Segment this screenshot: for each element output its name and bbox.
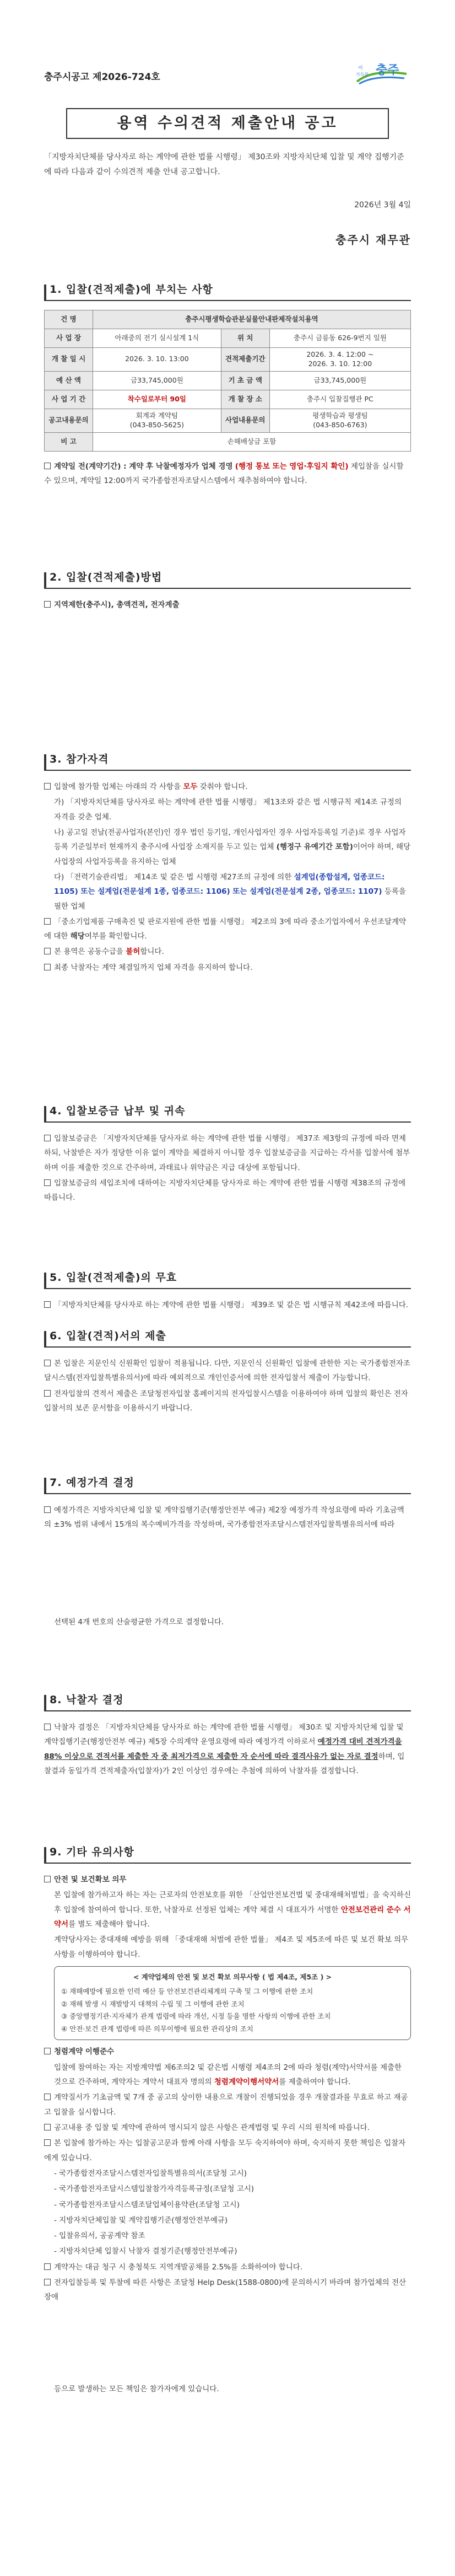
section-8-heading: 8. 낙찰자 결정: [44, 1693, 411, 1711]
section-6-heading: 6. 입찰(견적)서의 제출: [44, 1329, 411, 1348]
safety-duty-item: ② 재해 발생 시 재발방지 대책의 수립 및 그 이행에 관한 조치: [61, 1999, 245, 2008]
safety-duty-item: ① 재해예방에 필요한 인력 예산 등 안전보건관리체계의 구축 및 그 이행에 관한 조치: [61, 1987, 313, 1996]
section-4-body: 입찰보증금은 「지방자치단체를 당사자로 하는 계약에 관한 법률 시행령」 제37조 제3항의 규정에 따라 면제하되, 낙찰받은 자가 정당한 이유 없이 계약을 체결하지 아니할 경우 입찰보증금을 지급하는 각서를 입찰서에 첨부하며 이를 제출한 것으로 간주하며, 과태료나 위약금은 지급 대상에 포함됩니다. 입찰보증금의 세입조치에 대하여는 지방자치단체를 당사자로 하는 계약에 관한 법률 시행령 제38조의 규정에 따릅니다.: [44, 1134, 410, 1203]
svg-text:가득한: 가득한: [356, 72, 369, 77]
checkbox-icon: [44, 964, 51, 970]
checkbox-icon: [44, 2048, 51, 2054]
section-6-body: 본 입찰은 지문인식 신원확인 입찰이 적용됩니다. 다만, 지문인식 신원확인 입찰에 관한한 지는 국가종합전자조달시스템(전자입찰특별유의서)에 따라 예외적으로 개인인증서에 의한 전자입찰서 제출이 가능합니다. 전자입찰의 견적서 제출은 조달청전자입찰 홈페이지의 전자입찰시스템을 이용하여야 하며 입찰의 확인은 전자입찰서의 보존 문서함을 이용하시기 바랍니다.: [44, 1359, 410, 1413]
chungju-logo-icon: [351, 57, 411, 90]
section-1-heading: 1. 입찰(견적제출)에 부치는 사항: [44, 282, 411, 301]
reference-item: - 국가종합전자조달시스템조달업체이용약관(조달청 고시): [54, 2200, 240, 2209]
checkbox-icon: [44, 1179, 51, 1186]
reference-item: - 국가종합전자조달시스템전자입찰특별유의서(조달청 고시): [54, 2169, 247, 2178]
header: [44, 57, 411, 90]
safety-duty-box: < 계약업체의 안전 및 보건 확보 의무사항 ( 법 제4조, 제5조 ) > ① 재해예방에 필요한 인력 예산 등 안전보건관리체계의 구축 및 그 이행에 관한 조치 ② 재해 발생 시 재발방지 대책의 수립 및 그 이행에 관한 조치 ③ 중앙행정기관·지자체가 관계 법령에 따라 개선, 시정 등을 명한 사항의 이행에 관한 조치 ④ 안전·보건 관계 법령에 따른 의무이행에 필요한 관리상의 조치: [54, 1966, 411, 2041]
bid-info-table: 건 명 충주시평생학습관분실물안내판제작설치용역 사 업 장 아래중의 전기 실시설계 1식 위 치 충주시 금릉동 626-9번지 일원 개 찰 일 시 2026. 3. 10. 13:00 견적제출기간 2026. 3. 4. 12:00 ~ 2026. 3. 10. 12:00 예 산 액 금33,745,000원 기 초 금 액 금33,745,000원 사 업 기 간 착수일로부터 90일 개 찰 장 소 충주시 입찰집행관 PC 공고내용문의 회계과 계약팀 (043-850-5625) 사업내용문의 평생학습과 평생팀 (043-850-6763) 비 고 손해배상금 포함: [44, 310, 411, 452]
checkbox-icon: [44, 2139, 51, 2146]
section-3-heading: 3. 참가자격: [44, 752, 411, 771]
section-2-heading: 2. 입찰(견적제출)방법: [44, 570, 411, 589]
safety-duty-item: ③ 중앙행정기관·지자체가 관계 법령에 따라 개선, 시정 등을 명한 사항의 이행에 관한 조치: [61, 2012, 331, 2021]
reference-item: - 지방자치단체 입찰시 낙찰자 결정기준(행정안전부예규): [54, 2247, 237, 2256]
section-5-body: 「지방자치단체를 당사자로 하는 계약에 관한 법률 시행령」 제39조 및 같은 법 시행규칙 제42조에 따릅니다.: [44, 1298, 411, 1313]
section-5-heading: 5. 입찰(견적제출)의 무효: [44, 1270, 411, 1289]
section-1-note: 계약일 전(계약기간) : 계약 후 낙찰예정자가 업체 경영 (행정 통보 또는 영업·후일지 확인) 제입찰을 실시할 수 있으며, 계약일 12:00까지 국가종합전자조달시스템에서 재추첨하여야 합니다.: [44, 461, 404, 485]
reference-item: - 지방자치단체입찰 및 계약집행기준(행정안전부예규): [54, 2215, 228, 2225]
section-3-body: 입찰에 참가할 업체는 아래의 각 사항을 모두 갖춰야 합니다. 가) 「지방자치단체를 당사자로 하는 계약에 관한 법률 시행령」 제13조와 같은 법 시행규칙 제14조 규정의 자격을 갖춘 업체. 나) 공고일 전날(전공사업자(본인)인 경우 법인 등기일, 개인사업자인 경우 사업자등록일 기준)로 경우 사업자등록 기준일부터 현재까지 충주시에 사업장 소재지를 두고 있는 업체 (행정구 유예기간 포함)이어야 하며, 해당 사업장의 사업자등록을 유지하는 업체 다) 「전력기술관리법」 제14조 및 같은 법 시행령 제27조의 규정에 의한 설계업(종합설계, 업종코드: 1105) 또는 설계업(전문설계 1종, 업종코드: 1106) 또는 설계업(전문설계 2종, 업종코드: 1107) 등록을 필한 업체 「중소기업제품 구매촉진 및 판로지원에 관한 법률 시행령」 제2조의 3에 따라 중소기업자에서 우선조달계약에 대한 해당여부를 확인합니다. 본 용역은 공동수급을 불허합니다. 최종 낙찰자는 계약 체결일까지 업체 자격을 유지하여 합니다.: [44, 782, 411, 972]
reference-item: - 국가종합전자조달시스템입찰참가자격등록규정(조달청 고시): [54, 2185, 254, 2194]
section-9-heading: 9. 기타 유의사항: [44, 1845, 411, 1864]
checkbox-icon: [44, 601, 51, 608]
notice-number: 충주시공고 제2026-724호: [44, 72, 160, 83]
page-title: 용역 수의견적 제출안내 공고: [117, 115, 338, 132]
section-7-body: 예정가격은 지방자치단체 입찰 및 계약집행기준(행정안전부 예규) 제2장 예정가격 작성요령에 따라 기초금액의 ±3% 범위 내에서 15개의 복수예비가격을 작성하며, 국가종합전자조달시스템전자입찰특별유의서에 따라 선택된 4개 번호의 산술평균한 가격으로 결정합니다.: [44, 1506, 404, 1627]
checkbox-icon: [44, 1506, 51, 1513]
checkbox-icon: [44, 2094, 51, 2100]
checkbox-icon: [44, 1876, 51, 1882]
section-4-heading: 4. 입찰보증금 납부 및 귀속: [44, 1104, 411, 1123]
checkbox-icon: [44, 2279, 51, 2285]
checkbox-icon: [44, 948, 51, 954]
section-9-body: 안전 및 보건확보 의무 본 입찰에 참가하고자 하는 자는 근로자의 안전보호를 위한 「산업안전보건법 및 중대재해처벌법」을 숙지하신 후 입찰에 참여하여 합니다. 또한, 낙찰자로 선정된 업체는 계약 체결 시 대표자가 서명한 안전보건관리 준수 서약서를 별도 제출해야 합니다. 계약당사자는 중대재해 예방을 위해 「중대재해 처벌에 관한 법률」 제4조 및 제5조에 따른 및 보건 확보 의무사항을 이행하여야 합니다. < 계약업체의 안전 및 보건 확보 의무사항 ( 법 제4조, 제5조 ) > ① 재해예방에 필요한 인력 예산 등 안전보건관리체계의 구축 및 그 이행에 관한 조치 ② 재해 발생 시 재발방지 대책의 수립 및 그 이행에 관한 조치 ③ 중앙행정기관·지자체가 관계 법령에 따라 개선, 시정 등을 명한 사항의 이행에 관한 조치 ④ 안전·보건 관계 법령에 따른 의무이행에 필요한 관리상의 조치 청렴계약 이행준수 입찰에 참여하는 자는 지방계약법 제6조의2 및 같은법 시행령 제4조의 2에 따라 청렴(계약)서약서를 제출한 것으로 간주하며, 계약자는 계약서 대표자 명의의 청렴계약이행서약서를 제출하여야 합니다. 계약질서가 기초금액 및 7개 중 공고의 상이한 내용으로 개찰이 진행되었을 경우 개찰결과를 무효로 하고 재공고 입찰을 실시합니다. 공고내용 중 입찰 및 계약에 관하여 명시되지 않은 사항은 관계법령 및 우리 시의 원칙에 따릅니다. 본 입찰에 참가하는 자는 입찰공고문과 함께 아래 사항을 모두 숙지하여야 하며, 숙지하지 못한 책임은 입찰자에게 있습니다. - 국가종합전자조달시스템전자입찰특별유의서(조달청 고시) - 국가종합전자조달시스템입찰참가자격등록규정(조달청 고시) - 국가종합전자조달시스템조달업체이용약관(조달청 고시) - 지방자치단체입찰 및 계약집행기준(행정안전부예규) - 입찰유의서, 공공계약 참조 - 지방자치단체 입찰시 낙찰자 결정기준(행정안전부예규) 계약자는 대금 청구 시 충청북도 지역개발공채를 2.5%를 소화하여야 합니다. 전자입찰등록 및 투찰에 따른 사항은 조달청 Help Desk(1588-0800)에 문의하시기 바라며 참가업체의 전산장애 등으로 발생하는 모든 책임은 참가자에게 있습니다.: [44, 1872, 411, 2397]
checkbox-icon: [44, 2263, 51, 2270]
section-7-heading: 7. 예정가격 결정: [44, 1475, 411, 1494]
issuing-org: 충주시 재무관: [335, 233, 411, 246]
checkbox-icon: [44, 2124, 51, 2130]
checkbox-icon: [44, 1135, 51, 1141]
reference-item: - 입찰유의서, 공공계약 참조: [54, 2231, 145, 2241]
section-1-body: [44, 310, 411, 489]
closing-text: 등으로 발생하는 모든 책임은 참가자에게 있습니다.: [54, 2384, 219, 2393]
checkbox-icon: [44, 1360, 51, 1366]
checkbox-icon: [44, 1724, 51, 1730]
checkbox-icon: [44, 1301, 51, 1308]
safety-duty-item: ④ 안전·보건 관계 법령에 따른 의무이행에 필요한 관리상의 조치: [61, 2024, 253, 2033]
svg-text:충주: 충주: [376, 63, 399, 77]
checkbox-icon: [44, 1390, 51, 1397]
svg-text:이: 이: [358, 66, 363, 71]
checkbox-icon: [44, 918, 51, 925]
section-8-body: 낙찰자 결정은 「지방자치단체를 당사자로 하는 계약에 관한 법률 시행령」 제30조 및 지방자치단체 입찰 및 계약집행기준(행정안전부 예규) 제5장 수의계약 운영요령에 따라 예정가격 이하로서 예정가격 대비 견적가격을 88% 이상으로 견적서를 제출한 자 중 최저가격으로 제출한 자 순서에 따라 결격사유가 없는 자로 결정하며, 입찰결과 동일가격 견적제출자(입찰자)가 2인 이상인 경우에는 추첨에 의하여 낙찰자를 결정합니다.: [44, 1723, 405, 1775]
intro-text: 「지방자치단체를 당사자로 하는 계약에 관한 법률 시행령」 제30조와 지방자치단체 입찰 및 계약 집행기준에 따라 다음과 같이 수의견적 제출 안내 공고합니다.: [44, 153, 404, 176]
checkbox-icon: [44, 783, 51, 790]
page-title-box: [66, 108, 389, 139]
section-2-body: 지역제한(충주시), 총액견적, 전자계출: [44, 598, 411, 613]
notice-date: 2026년 3월 4일: [354, 201, 411, 210]
checkbox-icon: [44, 463, 51, 469]
